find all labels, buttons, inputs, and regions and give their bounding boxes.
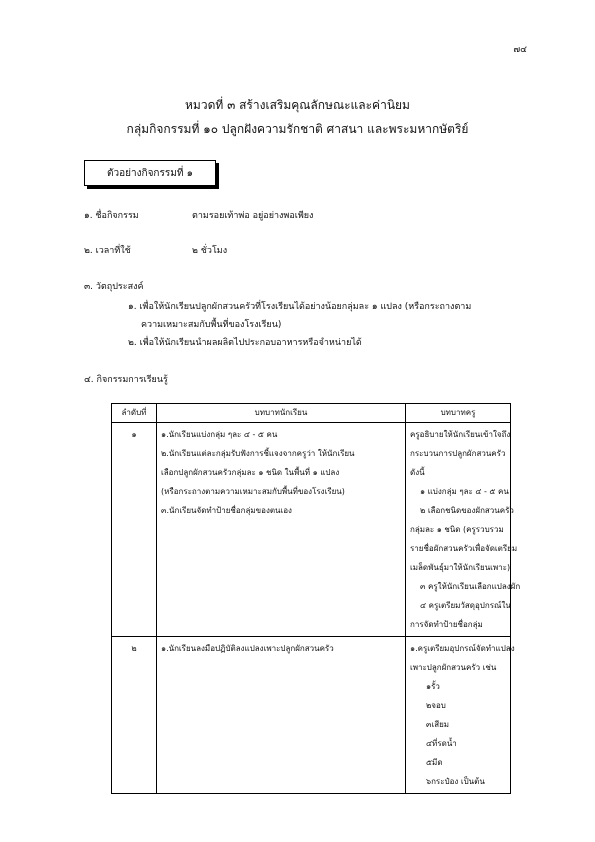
student-line: ๓.นักเรียนจัดทำป้ายชื่อกลุ่มของตนเอง: [161, 506, 292, 515]
teacher-line: ๑รั้ว: [426, 682, 440, 691]
teacher-role-cell: [406, 423, 521, 637]
objective-1-line-2: ความเหมาะสมกับพื้นที่ของโรงเรียน): [141, 320, 282, 330]
step-number: ๒: [112, 637, 157, 794]
section-name-label: ๑. ชื่อกิจกรรม: [84, 211, 139, 221]
page-number: ๗๔: [513, 45, 527, 55]
activity-group-title: กลุ่มกิจกรรมที่ ๑๐ ปลูกฝังความรักชาติ ศาสนา และพระมหากษัตริย์: [126, 122, 469, 136]
objective-2: ๒. เพื่อให้นักเรียนนำผลผลิตไปประกอบอาหารหรือจำหน่ายได้: [128, 338, 362, 348]
student-line: ๑.นักเรียนแบ่งกลุ่ม ๆละ ๔ - ๕ คน: [161, 430, 278, 439]
teacher-line: ดังนี้: [410, 468, 425, 477]
teacher-line: ๒ เลือกชนิดของผักสวนครัว: [420, 506, 514, 515]
section-name-value: ตามรอยเท้าพ่อ อยู่อย่างพอเพียง: [192, 211, 314, 221]
student-line: (หรือกระถางตามความเหมาะสมกับพื้นที่ของโรงเรียน): [161, 487, 345, 496]
teacher-role-cell: [406, 637, 515, 794]
student-line: ๑.นักเรียนลงมือปฏิบัติลงแปลงเพาะปลูกผักสวนครัว: [161, 644, 334, 653]
teacher-line: ๓เสียม: [426, 720, 450, 729]
header-teacher-role: บทบาทครู: [406, 404, 511, 423]
student-line: เลือกปลูกผักสวนครัวกลุ่มละ ๑ ชนิด ในพื้นที่ ๑ แปลง: [161, 468, 340, 477]
teacher-line: กลุ่มละ ๑ ชนิด (ครูรวบรวม: [410, 525, 504, 534]
student-line: ๒.นักเรียนแต่ละกลุ่มรับฟังการชี้แจงจากครูว่า ให้นักเรียน: [161, 449, 355, 458]
section-time-label: ๒. เวลาที่ใช้: [84, 246, 131, 256]
teacher-line: ๔ที่รดน้ำ: [426, 739, 457, 748]
chapter-title: หมวดที่ ๓ สร้างเสริมคุณลักษณะและค่านิยม: [185, 98, 410, 112]
teacher-line: เมล็ดพันธุ์มาให้นักเรียนเพาะ): [410, 563, 511, 572]
example-label: ตัวอย่างกิจกรรมที่ ๑: [107, 167, 193, 179]
teacher-line: เพาะปลูกผักสวนครัว เช่น: [410, 663, 497, 672]
table-row: [112, 637, 511, 794]
table-row: [112, 423, 511, 637]
activity-table: [111, 403, 521, 794]
table-header-row: [112, 404, 511, 423]
student-role-cell: [157, 637, 406, 794]
teacher-line: กระบวนการปลูกผักสวนครัว: [410, 449, 506, 458]
section-activities-label: ๔. กิจกรรมการเรียนรู้: [84, 375, 168, 385]
section-objectives-label: ๓. วัตถุประสงค์: [84, 282, 144, 292]
objective-1-line-1: ๑. เพื่อให้นักเรียนปลูกผักสวนครัวที่โรงเรียนได้อย่างน้อยกลุ่มละ ๑ แปลง (หรือกระถางตาม: [128, 302, 472, 312]
teacher-line: ครูอธิบายให้นักเรียนเข้าใจถึง: [410, 430, 511, 439]
teacher-line: ๒จอบ: [426, 701, 446, 710]
header-step: ลำดับที่: [112, 404, 157, 423]
teacher-line: ๓ ครูให้นักเรียนเลือกแปลงผัก: [420, 582, 521, 591]
teacher-line: รายชื่อผักสวนครัวเพื่อจัดเตรียม: [410, 544, 518, 553]
section-time-value: ๒ ชั่วโมง: [192, 246, 228, 256]
example-label-box: [84, 160, 216, 186]
teacher-line: ๑ แบ่งกลุ่ม ๆละ ๔ - ๕ คน: [420, 487, 509, 496]
teacher-line: ๕มีด: [426, 758, 443, 767]
teacher-line: ๖กระป๋อง เป็นต้น: [426, 777, 485, 786]
header-student-role: บทบาทนักเรียน: [157, 404, 406, 423]
teacher-line: ๔ ครูเตรียมวัสดุอุปกรณ์ใน: [420, 601, 511, 610]
step-number: ๑: [112, 423, 157, 637]
student-role-cell: [157, 423, 406, 637]
teacher-line: ๑.ครูเตรียมอุปกรณ์จัดทำแปลง: [410, 644, 515, 653]
teacher-line: การจัดทำป้ายชื่อกลุ่ม: [410, 620, 483, 629]
